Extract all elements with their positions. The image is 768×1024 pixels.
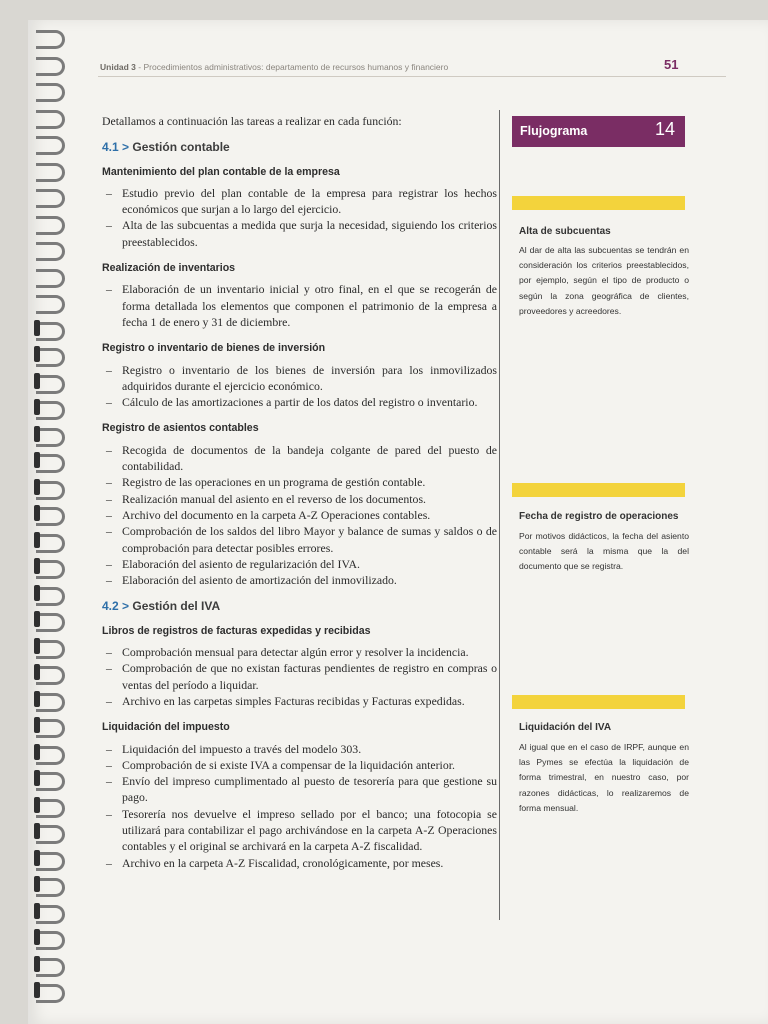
spiral-hole (34, 399, 40, 415)
unit-title: Procedimientos administrativos: departamento de recursos humanos y financiero (143, 62, 449, 72)
spiral-hole (34, 664, 40, 680)
task-list (102, 185, 497, 250)
subsection-heading: Mantenimiento del plan contable de la empresa (102, 165, 340, 178)
task-list (102, 281, 497, 330)
note-text: Por motivos didácticos, la fecha del asiento contable será la misma que la del documento que se registra. (519, 531, 689, 572)
subsection-heading: Libros de registros de facturas expedidas y recibidas (102, 624, 371, 637)
spiral-hole (34, 929, 40, 945)
spiral-hole (34, 691, 40, 707)
task-item: – Realización manual del asiento en el reverso de los documentos. (102, 491, 497, 507)
header-rule (98, 76, 726, 77)
spiral-ring (36, 693, 65, 712)
spiral-ring (36, 163, 65, 182)
task-item: – Liquidación del impuesto a través del modelo 303. (102, 741, 497, 757)
spiral-hole (34, 479, 40, 495)
spiral-ring (36, 772, 65, 791)
flujograma-label: Flujograma (520, 124, 588, 138)
spiral-ring (36, 719, 65, 738)
spiral-ring (36, 507, 65, 526)
running-head: Unidad 3 - Procedimientos administrativos: departamento de recursos humanos y financiero (100, 62, 449, 72)
task-item: – Comprobación de los saldos del libro Mayor y balance de sumas y saldos o de comprobación para detectar posibles errores. (102, 523, 497, 556)
spiral-hole (34, 452, 40, 468)
spiral-hole (34, 320, 40, 336)
spiral-ring (36, 30, 65, 49)
spiral-ring (36, 348, 65, 367)
sections-container (102, 139, 497, 871)
spiral-hole (34, 956, 40, 972)
spiral-ring (36, 878, 65, 897)
task-list (102, 741, 497, 871)
section-title: Gestión contable (132, 140, 230, 155)
spiral-ring (36, 295, 65, 314)
highlight-bar (512, 196, 685, 210)
task-item: – Registro de las operaciones en un programa de gestión contable. (102, 474, 497, 490)
spiral-hole (34, 903, 40, 919)
spiral-hole (34, 744, 40, 760)
intro-text: Detallamos a continuación las tareas a realizar en cada función: (102, 114, 402, 128)
section-title: Gestión del IVA (132, 599, 221, 614)
spiral-ring (36, 984, 65, 1003)
spiral-ring (36, 666, 65, 685)
spiral-ring (36, 110, 65, 129)
spiral-ring (36, 216, 65, 235)
task-item: – Elaboración de un inventario inicial y otro final, en el que se recogerán de forma detallada los elementos que componen el patrimonio de la empresa a fecha 1 de enero y 31 de diciembre. (102, 281, 497, 330)
spiral-hole (34, 373, 40, 389)
task-item: – Cálculo de las amortizaciones a partir de los datos del registro o inventario. (102, 394, 497, 410)
section-heading: 4.2 > Gestión del IVA (102, 599, 221, 614)
spiral-hole (34, 823, 40, 839)
flujograma-banner (512, 116, 685, 147)
spiral-hole (34, 505, 40, 521)
subsection-heading: Liquidación del impuesto (102, 721, 230, 734)
spiral-ring (36, 375, 65, 394)
note-title: Alta de subcuentas (519, 226, 611, 237)
subsection-heading: Registro o inventario de bienes de inversión (102, 342, 326, 355)
section-number: 4.1 (102, 140, 119, 155)
task-item: – Registro o inventario de los bienes de inversión para los inmovilizados adquiridos durante el ejercicio económico. (102, 362, 497, 395)
spiral-hole (34, 876, 40, 892)
spiral-hole (34, 850, 40, 866)
spiral-ring (36, 587, 65, 606)
task-item: – Estudio previo del plan contable de la empresa para registrar los hechos económicos que surjan a lo largo del ejercicio. (102, 185, 497, 218)
spiral-hole (34, 426, 40, 442)
spiral-hole (34, 770, 40, 786)
spiral-ring (36, 613, 65, 632)
spiral-ring (36, 746, 65, 765)
unit-label: Unidad 3 (100, 62, 136, 72)
spiral-ring (36, 958, 65, 977)
task-item: – Envío del impreso cumplimentado al puesto de tesorería para que gestione su pago. (102, 773, 497, 806)
spiral-hole (34, 532, 40, 548)
spiral-hole (34, 717, 40, 733)
spiral-ring (36, 83, 65, 102)
section-number: 4.2 (102, 599, 119, 614)
note-text: Al igual que en el caso de IRPF, aunque en las Pymes se efectúa la liquidación de forma trimestral, en nuestro caso, por razones didácticas, lo realizaremos de forma mensual. (519, 742, 689, 813)
column-divider (499, 110, 500, 920)
spiral-hole (34, 611, 40, 627)
spiral-ring (36, 189, 65, 208)
spiral-ring (36, 136, 65, 155)
section-heading: 4.1 > Gestión contable (102, 140, 230, 155)
task-item: – Archivo en la carpeta A-Z Fiscalidad, cronológicamente, por meses. (102, 855, 497, 871)
flujograma-number: 14 (654, 119, 675, 139)
task-item: – Comprobación de que no existan facturas pendientes de registro en compras o ventas del período a liquidar. (102, 660, 497, 693)
spiral-ring (36, 560, 65, 579)
task-list (102, 644, 497, 709)
note-title: Fecha de registro de operaciones (519, 511, 679, 522)
spiral-ring (36, 322, 65, 341)
spiral-hole (34, 982, 40, 998)
highlight-bar (512, 695, 685, 709)
spiral-ring (36, 931, 65, 950)
subsection-heading: Registro de asientos contables (102, 422, 259, 435)
spiral-hole (34, 585, 40, 601)
spiral-ring (36, 454, 65, 473)
task-item: – Comprobación de si existe IVA a compensar de la liquidación anterior. (102, 757, 497, 773)
spiral-ring (36, 481, 65, 500)
spiral-ring (36, 401, 65, 420)
task-item: – Comprobación mensual para detectar algún error y resolver la incidencia. (102, 644, 497, 660)
highlight-bar (512, 483, 685, 497)
note-text: Al dar de alta las subcuentas se tendrán en consideración los criterios preestablecidos, por ejemplo, según el tipo de producto o según la zona geográfica de clientes, proveedores y acreedores. (519, 245, 689, 316)
spiral-ring (36, 799, 65, 818)
spiral-hole (34, 797, 40, 813)
spiral-ring (36, 269, 65, 288)
main-column (102, 113, 497, 881)
spiral-ring (36, 825, 65, 844)
task-list (102, 442, 497, 589)
note-title: Liquidación del IVA (519, 722, 612, 733)
spiral-binding (0, 30, 60, 1020)
subsection-heading: Realización de inventarios (102, 262, 236, 275)
task-item: – Archivo del documento en la carpeta A-Z Operaciones contables. (102, 507, 497, 523)
spiral-hole (34, 346, 40, 362)
spiral-hole (34, 638, 40, 654)
spiral-hole (34, 558, 40, 574)
spiral-ring (36, 57, 65, 76)
spiral-ring (36, 905, 65, 924)
task-item: – Recogida de documentos de la bandeja colgante de pared del puesto de contabilidad. (102, 442, 497, 475)
spiral-ring (36, 242, 65, 261)
task-item: – Elaboración del asiento de amortización del inmovilizado. (102, 572, 497, 588)
spiral-ring (36, 534, 65, 553)
spiral-ring (36, 852, 65, 871)
spiral-ring (36, 428, 65, 447)
task-item: – Alta de las subcuentas a medida que surja la necesidad, siguiendo los criterios preestablecidos. (102, 217, 497, 250)
task-item: – Tesorería nos devuelve el impreso sellado por el banco; una fotocopia se utilizará para contabilizar el pago archivándose en la carpeta A-Z Operaciones contables y el original se archivará en la carpeta A-Z fiscalidad. (102, 806, 497, 855)
spiral-ring (36, 640, 65, 659)
page-number: 51 (664, 57, 679, 72)
task-item: – Elaboración del asiento de regularización del IVA. (102, 556, 497, 572)
task-list (102, 362, 497, 411)
task-item: – Archivo en las carpetas simples Facturas recibidas y Facturas expedidas. (102, 693, 497, 709)
